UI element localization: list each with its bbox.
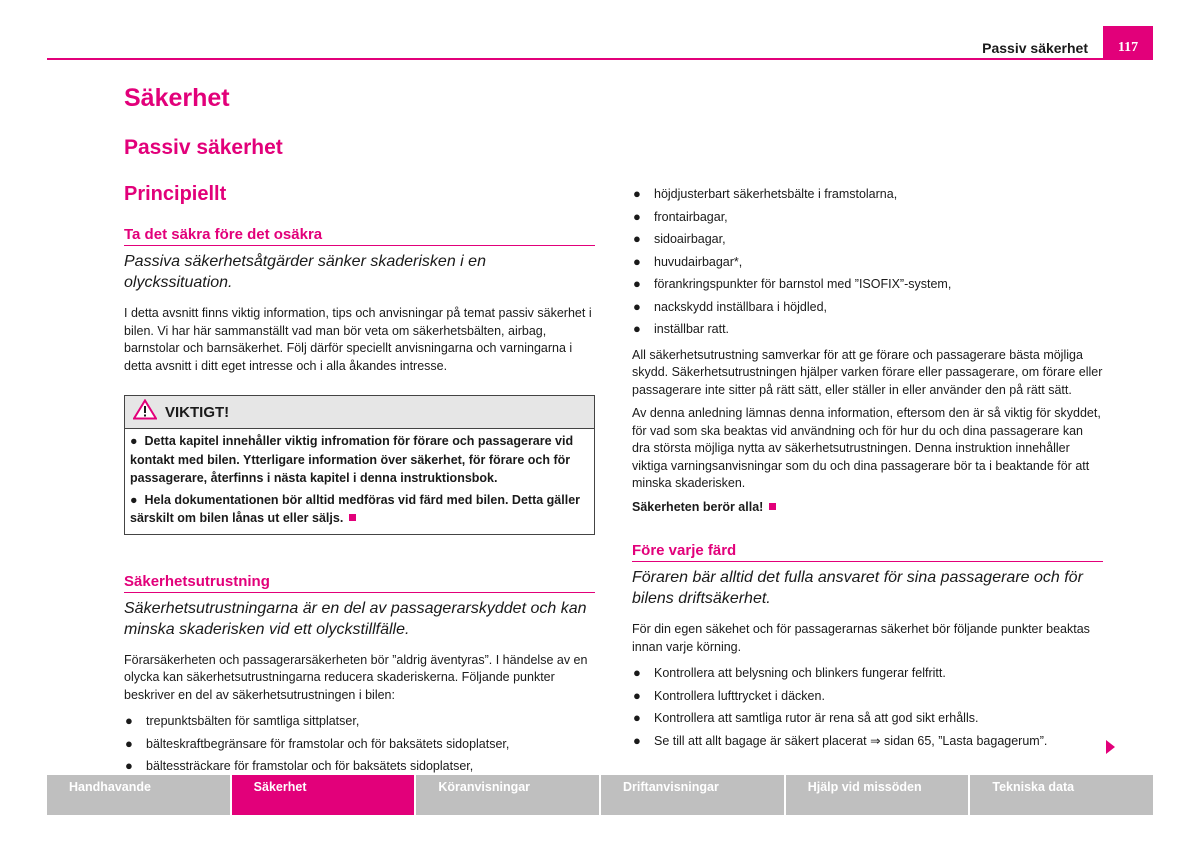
cross-reference-link[interactable]: sidan 65, ”Lasta bagagerum”.	[880, 733, 1048, 748]
continue-arrow-icon	[1106, 740, 1115, 754]
warning-body	[125, 429, 594, 534]
heading-fore-varje-fard: Före varje färd	[632, 542, 1103, 562]
list-item: ● inställbar ratt.	[633, 321, 730, 336]
intro-sakerhetsutrustning: Säkerhetsutrustningarna är en del av passagerarskyddet och kan minska skaderisken vid ett olyckstillfälle.	[124, 599, 587, 638]
list-item: ● höjdjusterbart säkerhetsbälte i framstolarna,	[633, 186, 898, 201]
warning-item: ● Hela dokumentationen bör alltid medföras vid färd med bilen. Detta gäller särskilt om bilen lånas ut eller säljs.	[130, 492, 581, 525]
nav-tab-driftanvisningar[interactable]: Driftanvisningar	[601, 775, 784, 815]
warning-item: ● Detta kapitel innehåller viktig infromation för förare och passagerare vid kontakt med bilen. Ytterligare information över säkerhet, för förare och för passagerare, återfinns i nästa kapitel i denna instruktionsbok.	[130, 434, 574, 485]
nav-tab-handhavande[interactable]: Handhavande	[47, 775, 230, 815]
list-item: ● bältessträckare för framstolar och för baksätets sidoplatser,	[125, 758, 474, 773]
chapter-nav-bar	[47, 775, 1153, 815]
equipment-list	[124, 710, 595, 778]
list-item: ● bälteskraftbegränsare för framstolar och för baksätets sidoplatser,	[125, 735, 510, 751]
paragraph-samverkar: All säkerhetsutrustning samverkar för att ge förare och passagerare bästa möjliga skydd. Säkerhetsutrustningen hjälper varken förare eller passagerare, om förare eller passagerare inte sitter på rätt sätt, eller ställer in eller använder den på rätt sätt.	[632, 347, 1103, 397]
body-sakerhetsutrustning: Förarsäkerheten och passagerarsäkerheten bör ”aldrig äventyras”. I händelse av en olycka kan säkerhetsutrustningarna reducera skaderiskerna. Följande punkter beskriver en del av säkerhetsutrustningen i bilen:	[124, 652, 588, 702]
page-number: 117	[1117, 40, 1139, 55]
page-number-box	[1103, 26, 1153, 60]
nav-tab-hjalp-vid-missoden[interactable]: Hjälp vid missöden	[786, 775, 969, 815]
list-item: ● nackskydd inställbara i höjdled,	[633, 298, 828, 314]
intro-fore-varje-fard: Föraren bär alltid det fulla ansvaret för sina passagerare och för bilens driftsäkerhet.	[632, 569, 1083, 607]
bullet: ●	[130, 434, 138, 448]
equipment-list-continued	[632, 183, 1103, 341]
list-item: ● förankringspunkter för barnstol med ”ISOFIX”-system,	[633, 276, 952, 291]
checklist	[632, 662, 1103, 752]
subsection-title: Principiellt	[124, 183, 227, 205]
warning-header	[125, 396, 594, 429]
nav-tab-tekniska-data[interactable]: Tekniska data	[970, 775, 1153, 815]
heading-ta-det-sakra: Ta det säkra före det osäkra	[124, 226, 595, 246]
chapter-title: Säkerhet	[124, 84, 230, 112]
body-passiv: I detta avsnitt finns viktig information, tips och anvisningar på temat passiv säkerhet i bilen. Vi har här sammanställt vad man bör veta om säkerhetsbälten, airbag, barnstolar och barnsäkerhet. Följ därför speciellt anvisningarna och varningarna i detta avsnitt i ditt eget intresse och i alla åkandes intresse.	[124, 306, 592, 373]
right-column	[632, 183, 1103, 758]
warning-box	[124, 395, 595, 535]
list-item: ● trepunktsbälten för samtliga sittplatser,	[125, 713, 360, 728]
heading-sakerhetsutrustning: Säkerhetsutrustning	[124, 573, 595, 593]
header-rule	[47, 58, 1153, 60]
intro-passiv: Passiva säkerhetsåtgärder sänker skaderisken i en olyckssituation.	[124, 253, 486, 291]
paragraph-anledning: Av denna anledning lämnas denna information, eftersom den är så viktig för skyddet, för vad som ska beaktas vid användning och för hur du och dina passagerare kan dra största möjliga nytta av säkerhetsutrustningen. Denna instruktion innehåller viktiga varningsanvisningar som du och dina passagerare bör ta i beaktande för att minska skaderisken.	[632, 406, 1101, 490]
closing-statement: Säkerheten berör alla!	[632, 499, 1103, 517]
nav-tab-sakerhet[interactable]: Säkerhet	[232, 775, 415, 815]
body-fore-varje-fard: För din egen säkehet och för passagerarnas säkerhet bör följande punkter beaktas innan varje körning.	[632, 622, 1090, 654]
section-title: Passiv säkerhet	[124, 136, 283, 159]
cross-reference-arrow-icon: ⇒	[870, 733, 881, 748]
list-item: ● Se till att allt bagage är säkert placerat ⇒ sidan 65, ”Lasta bagagerum”.	[633, 732, 1048, 748]
warning-triangle-icon	[133, 399, 157, 425]
list-item: ● Kontrollera att samtliga rutor är rena så att god sikt erhålls.	[633, 710, 979, 725]
warning-title: VIKTIGT!	[165, 403, 230, 421]
end-marker-icon	[349, 514, 356, 521]
list-item: ● Kontrollera lufttrycket i däcken.	[633, 687, 825, 703]
end-marker-icon	[769, 503, 776, 510]
list-item: ● sidoairbagar,	[633, 231, 726, 246]
list-item: ● Kontrollera att belysning och blinkers fungerar felfritt.	[633, 665, 946, 680]
list-item: ● frontairbagar,	[633, 208, 728, 224]
running-title: Passiv säkerhet	[982, 40, 1088, 56]
left-column	[124, 226, 595, 784]
nav-tab-koranvisningar[interactable]: Köranvisningar	[416, 775, 599, 815]
list-item: ● huvudairbagar*,	[633, 253, 743, 269]
bullet: ●	[130, 492, 138, 507]
